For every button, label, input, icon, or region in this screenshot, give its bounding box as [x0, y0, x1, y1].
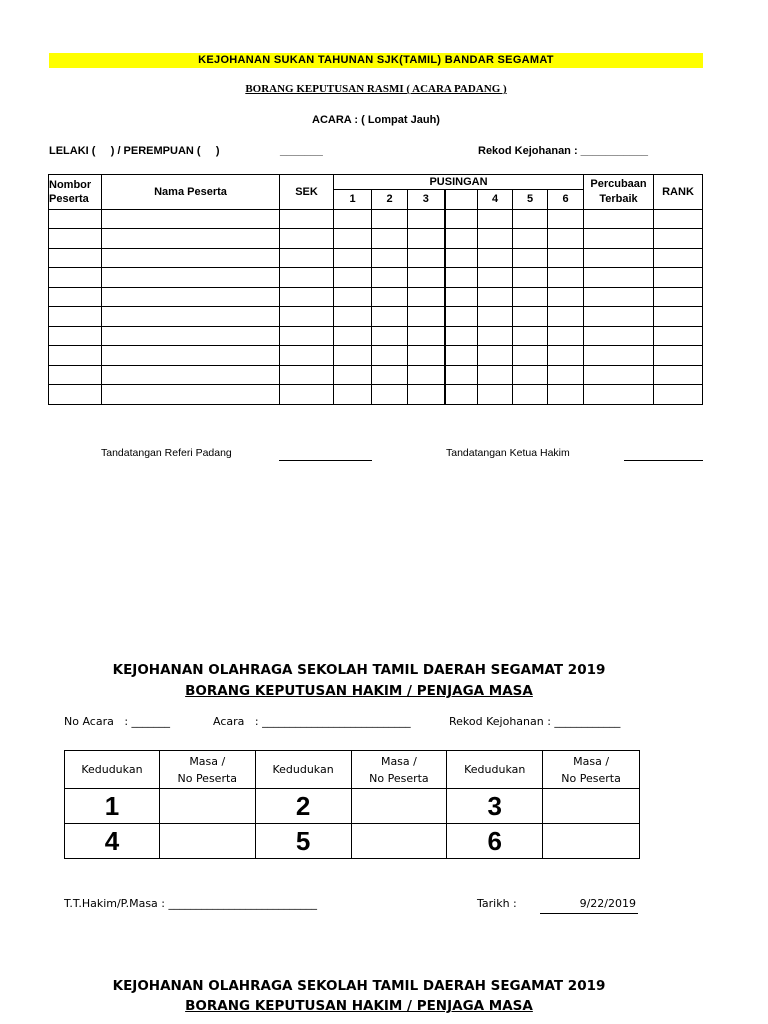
- participant-cell: [280, 346, 334, 366]
- participant-cell: [49, 346, 102, 366]
- round-4: 4: [478, 190, 513, 210]
- col-percubaan-terbaik: Percubaan Terbaik: [584, 175, 654, 210]
- participant-cell: [513, 229, 548, 249]
- participant-cell: [654, 326, 703, 346]
- participant-cell: [478, 365, 513, 385]
- participant-cell: [49, 365, 102, 385]
- participant-cell: [372, 268, 408, 288]
- participant-cell: [408, 346, 445, 366]
- col-pusingan: PUSINGAN: [334, 175, 584, 190]
- participant-cell: [334, 307, 372, 327]
- masa-header: Masa / No Peserta: [351, 751, 447, 789]
- participant-cell: [513, 365, 548, 385]
- masa-cell: [351, 824, 447, 859]
- participant-cell: [334, 326, 372, 346]
- participant-cell: [102, 385, 280, 405]
- participant-cell: [334, 287, 372, 307]
- participant-cell: [445, 346, 478, 366]
- participant-cell: [372, 229, 408, 249]
- participant-cell: [102, 365, 280, 385]
- participant-row: [49, 307, 703, 327]
- tarikh-label: Tarikh :: [477, 897, 517, 910]
- participant-cell: [408, 229, 445, 249]
- participant-row: [49, 326, 703, 346]
- col-rank: RANK: [654, 175, 703, 210]
- tarikh-line: [540, 913, 638, 914]
- participant-cell: [513, 385, 548, 405]
- participant-cell: [445, 307, 478, 327]
- participant-cell: [408, 268, 445, 288]
- position-header-row: [65, 751, 640, 789]
- participant-cell: [408, 385, 445, 405]
- participant-cell: [445, 209, 478, 229]
- participant-cell: [513, 268, 548, 288]
- position-2: 2: [255, 789, 351, 824]
- masa-header: Masa / No Peserta: [543, 751, 640, 789]
- participant-cell: [548, 346, 584, 366]
- banner-title: KEJOHANAN SUKAN TAHUNAN SJK(TAMIL) BANDAR SEGAMAT: [49, 53, 703, 68]
- position-row: [65, 824, 640, 859]
- sign-judge-label: Tandatangan Ketua Hakim: [446, 447, 570, 459]
- participant-cell: [280, 326, 334, 346]
- round-blank: [445, 190, 478, 210]
- participant-cell: [548, 385, 584, 405]
- participant-row: [49, 365, 703, 385]
- kedudukan-header: Kedudukan: [255, 751, 351, 789]
- participant-cell: [478, 326, 513, 346]
- sign-judge-line: [624, 460, 703, 461]
- participant-cell: [280, 248, 334, 268]
- participant-cell: [584, 307, 654, 327]
- sign-referee-line: [279, 460, 372, 461]
- col-sek: SEK: [280, 175, 334, 210]
- participant-cell: [445, 287, 478, 307]
- participant-cell: [334, 229, 372, 249]
- event-label: ACARA : ( Lompat Jauh): [312, 114, 440, 126]
- participant-cell: [334, 385, 372, 405]
- participant-cell: [654, 307, 703, 327]
- position-4: 4: [65, 824, 160, 859]
- masa-cell: [543, 789, 640, 824]
- participant-cell: [334, 248, 372, 268]
- form-subtitle: BORANG KEPUTUSAN RASMI ( ACARA PADANG ): [245, 83, 507, 95]
- participant-cell: [513, 248, 548, 268]
- position-3: 3: [447, 789, 543, 824]
- participant-cell: [280, 268, 334, 288]
- participant-cell: [478, 209, 513, 229]
- participant-cell: [584, 248, 654, 268]
- participant-cell: [102, 346, 280, 366]
- form2-title: KEJOHANAN OLAHRAGA SEKOLAH TAMIL DAERAH SEGAMAT 2019: [112, 662, 606, 678]
- kedudukan-header: Kedudukan: [65, 751, 160, 789]
- participant-cell: [445, 385, 478, 405]
- participant-cell: [102, 229, 280, 249]
- participant-cell: [280, 307, 334, 327]
- participant-cell: [513, 346, 548, 366]
- participant-row: [49, 248, 703, 268]
- participant-cell: [584, 229, 654, 249]
- participant-cell: [280, 287, 334, 307]
- participant-cell: [654, 346, 703, 366]
- participant-cell: [102, 307, 280, 327]
- round-3: 3: [408, 190, 445, 210]
- participant-cell: [513, 326, 548, 346]
- round-1: 1: [334, 190, 372, 210]
- participant-cell: [408, 248, 445, 268]
- tarikh-value: 9/22/2019: [579, 897, 636, 910]
- participant-cell: [513, 287, 548, 307]
- participant-cell: [513, 209, 548, 229]
- participant-cell: [584, 326, 654, 346]
- participant-cell: [49, 268, 102, 288]
- participant-cell: [280, 209, 334, 229]
- form3-title: KEJOHANAN OLAHRAGA SEKOLAH TAMIL DAERAH SEGAMAT 2019: [112, 978, 606, 994]
- participant-cell: [584, 385, 654, 405]
- participant-cell: [280, 229, 334, 249]
- participant-cell: [445, 326, 478, 346]
- position-5: 5: [255, 824, 351, 859]
- round-2: 2: [372, 190, 408, 210]
- participant-cell: [548, 209, 584, 229]
- participant-cell: [372, 365, 408, 385]
- round-5: 5: [513, 190, 548, 210]
- participant-cell: [445, 268, 478, 288]
- participant-cell: [654, 287, 703, 307]
- participant-cell: [372, 248, 408, 268]
- position-row: [65, 789, 640, 824]
- rekod-label: Rekod Kejohanan : ____________: [449, 715, 621, 728]
- participant-row: [49, 209, 703, 229]
- participant-cell: [584, 346, 654, 366]
- participant-cell: [654, 268, 703, 288]
- participant-row: [49, 229, 703, 249]
- masa-header: Masa / No Peserta: [159, 751, 255, 789]
- participant-cell: [548, 287, 584, 307]
- participant-row: [49, 385, 703, 405]
- participant-cell: [548, 365, 584, 385]
- participant-cell: [548, 326, 584, 346]
- participant-cell: [478, 307, 513, 327]
- participant-cell: [584, 365, 654, 385]
- participant-cell: [654, 385, 703, 405]
- gender-blank: _______: [280, 145, 323, 157]
- participant-cell: [654, 229, 703, 249]
- masa-cell: [351, 789, 447, 824]
- participant-cell: [334, 365, 372, 385]
- participant-cell: [548, 268, 584, 288]
- results-table: [48, 174, 703, 405]
- participant-cell: [654, 365, 703, 385]
- participant-cell: [49, 287, 102, 307]
- participant-cell: [478, 287, 513, 307]
- participant-cell: [548, 248, 584, 268]
- participant-cell: [445, 365, 478, 385]
- participant-cell: [334, 209, 372, 229]
- participant-cell: [49, 307, 102, 327]
- participant-cell: [334, 346, 372, 366]
- participant-cell: [372, 209, 408, 229]
- results-body: [49, 209, 703, 404]
- participant-cell: [49, 209, 102, 229]
- participant-cell: [102, 287, 280, 307]
- participant-cell: [280, 365, 334, 385]
- no-acara-label: No Acara : _______: [64, 715, 171, 728]
- participant-cell: [102, 209, 280, 229]
- participant-cell: [49, 326, 102, 346]
- form3-subtitle: BORANG KEPUTUSAN HAKIM / PENJAGA MASA: [185, 998, 533, 1014]
- col-nama-peserta: Nama Peserta: [102, 175, 280, 210]
- participant-cell: [49, 248, 102, 268]
- col-nombor-peserta: Nombor Peserta: [49, 175, 102, 210]
- participant-cell: [372, 287, 408, 307]
- participant-cell: [654, 209, 703, 229]
- kedudukan-header: Kedudukan: [447, 751, 543, 789]
- round-6: 6: [548, 190, 584, 210]
- participant-cell: [408, 365, 445, 385]
- form2-subtitle: BORANG KEPUTUSAN HAKIM / PENJAGA MASA: [185, 683, 533, 699]
- participant-cell: [408, 209, 445, 229]
- participant-cell: [584, 287, 654, 307]
- position-1: 1: [65, 789, 160, 824]
- masa-cell: [159, 824, 255, 859]
- record-label: Rekod Kejohanan : ___________: [478, 145, 648, 157]
- participant-row: [49, 268, 703, 288]
- masa-cell: [543, 824, 640, 859]
- participant-cell: [478, 385, 513, 405]
- participant-cell: [478, 248, 513, 268]
- acara-label: Acara : ___________________________: [213, 715, 411, 728]
- participant-cell: [102, 326, 280, 346]
- participant-cell: [478, 346, 513, 366]
- participant-cell: [408, 326, 445, 346]
- participant-cell: [372, 346, 408, 366]
- gender-label: LELAKI ( ) / PEREMPUAN ( ): [49, 145, 220, 157]
- participant-cell: [372, 307, 408, 327]
- participant-cell: [445, 248, 478, 268]
- participant-cell: [408, 307, 445, 327]
- masa-cell: [159, 789, 255, 824]
- participant-cell: [372, 385, 408, 405]
- participant-cell: [49, 229, 102, 249]
- participant-cell: [408, 287, 445, 307]
- participant-cell: [334, 268, 372, 288]
- participant-cell: [102, 268, 280, 288]
- participant-cell: [654, 248, 703, 268]
- position-6: 6: [447, 824, 543, 859]
- participant-cell: [102, 248, 280, 268]
- participant-cell: [478, 229, 513, 249]
- participant-row: [49, 346, 703, 366]
- participant-cell: [584, 209, 654, 229]
- participant-cell: [478, 268, 513, 288]
- participant-cell: [372, 326, 408, 346]
- participant-cell: [280, 385, 334, 405]
- header-row: [49, 175, 703, 190]
- participant-cell: [548, 307, 584, 327]
- participant-cell: [49, 385, 102, 405]
- participant-cell: [584, 268, 654, 288]
- participant-cell: [513, 307, 548, 327]
- participant-cell: [548, 229, 584, 249]
- participant-row: [49, 287, 703, 307]
- position-table: [64, 750, 640, 859]
- sign-referee-label: Tandatangan Referi Padang: [101, 447, 232, 459]
- participant-cell: [445, 229, 478, 249]
- tt-hakim-label: T.T.Hakim/P.Masa : ___________________________: [64, 897, 317, 910]
